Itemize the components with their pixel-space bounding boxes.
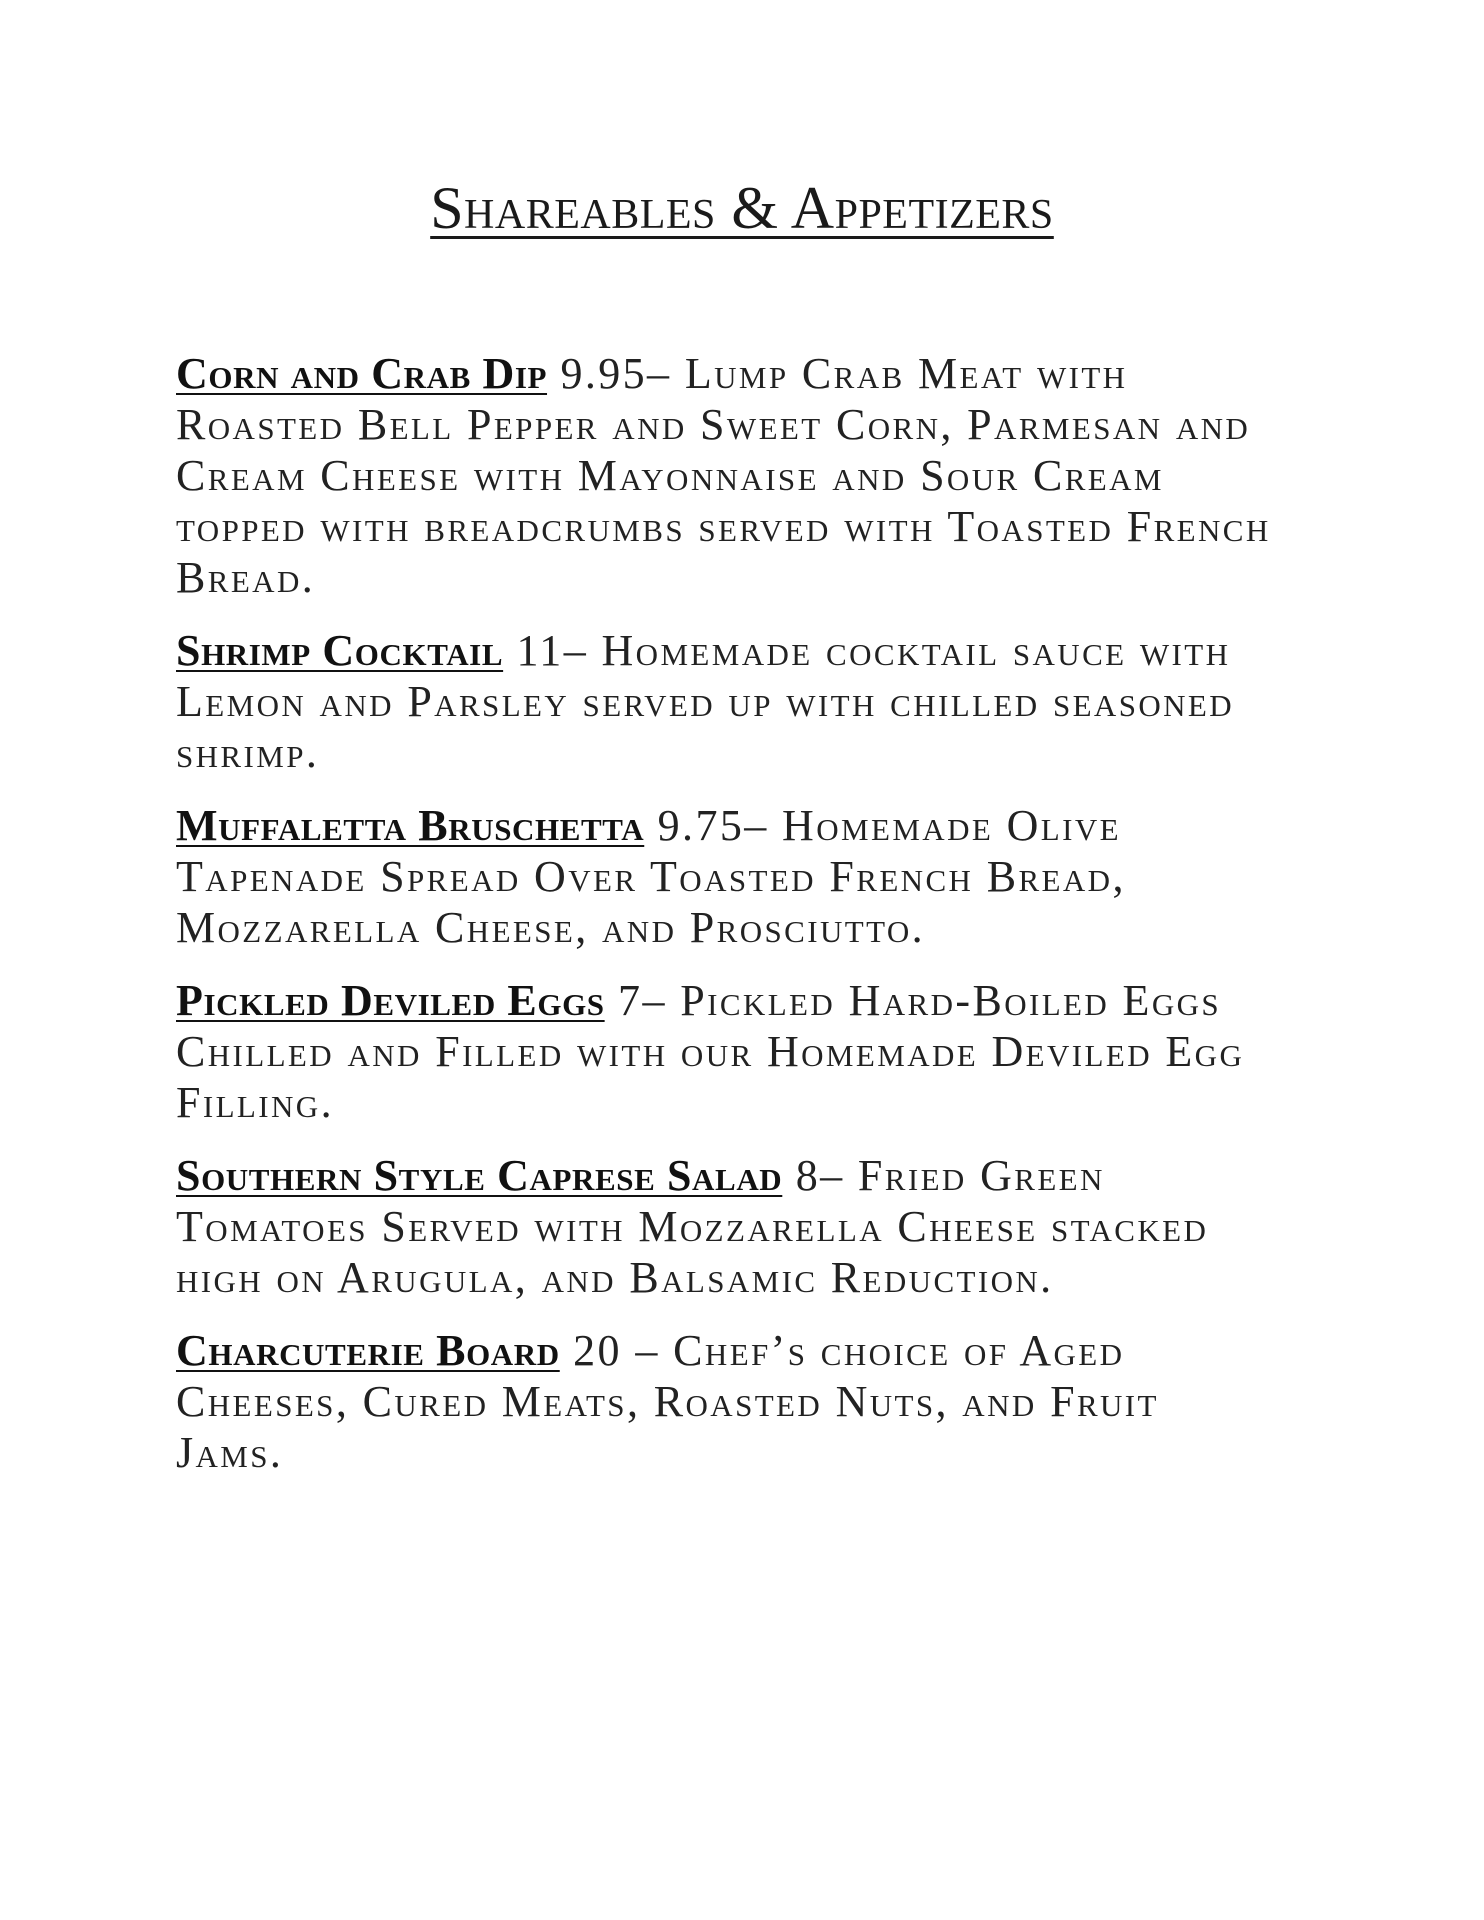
- menu-item-description: 7– Pickled Hard-Boiled Eggs Chilled and Filled with our Homemade Deviled Egg Filling.: [176, 976, 1245, 1127]
- menu-item-name: Shrimp Cocktail: [176, 626, 504, 675]
- page-title-text: Shareables & Appetizers: [430, 175, 1054, 241]
- menu-item-description: 9.75– Homemade Olive Tapenade Spread Over Toasted French Bread, Mozzarella Cheese, and Prosciutto.: [176, 801, 1126, 952]
- menu-item-pickled-deviled-eggs: [176, 975, 1276, 1128]
- menu-item-description: 11– Homemade cocktail sauce with Lemon and Parsley served up with chilled seasoned shrimp.: [176, 626, 1235, 777]
- menu-item-name: Pickled Deviled Eggs: [176, 976, 605, 1025]
- menu-item-name: Southern Style Caprese Salad: [176, 1151, 783, 1200]
- menu-item-shrimp-cocktail: [176, 625, 1276, 778]
- menu-item-description: 9.95– Lump Crab Meat with Roasted Bell Pepper and Sweet Corn, Parmesan and Cream Cheese with Mayonnaise and Sour Cream topped with breadcrumbs served with Toasted French Bread.: [176, 349, 1271, 602]
- menu-item-charcuterie-board: [176, 1325, 1276, 1478]
- page-title: [0, 172, 1484, 244]
- menu-item-name: Muffaletta Bruschetta: [176, 801, 645, 850]
- appetizer-list: [176, 348, 1276, 1500]
- menu-item-name: Charcuterie Board: [176, 1326, 560, 1375]
- menu-item-corn-crab-dip: [176, 348, 1276, 603]
- menu-item-name: Corn and Crab Dip: [176, 349, 548, 398]
- menu-item-caprese-salad: [176, 1150, 1276, 1303]
- menu-item-description: 20 – Chef’s choice of Aged Cheeses, Cured Meats, Roasted Nuts, and Fruit Jams.: [176, 1326, 1159, 1477]
- menu-item-muffaletta-bruschetta: [176, 800, 1276, 953]
- menu-item-description: 8– Fried Green Tomatoes Served with Mozzarella Cheese stacked high on Arugula, and Balsamic Reduction.: [176, 1151, 1209, 1302]
